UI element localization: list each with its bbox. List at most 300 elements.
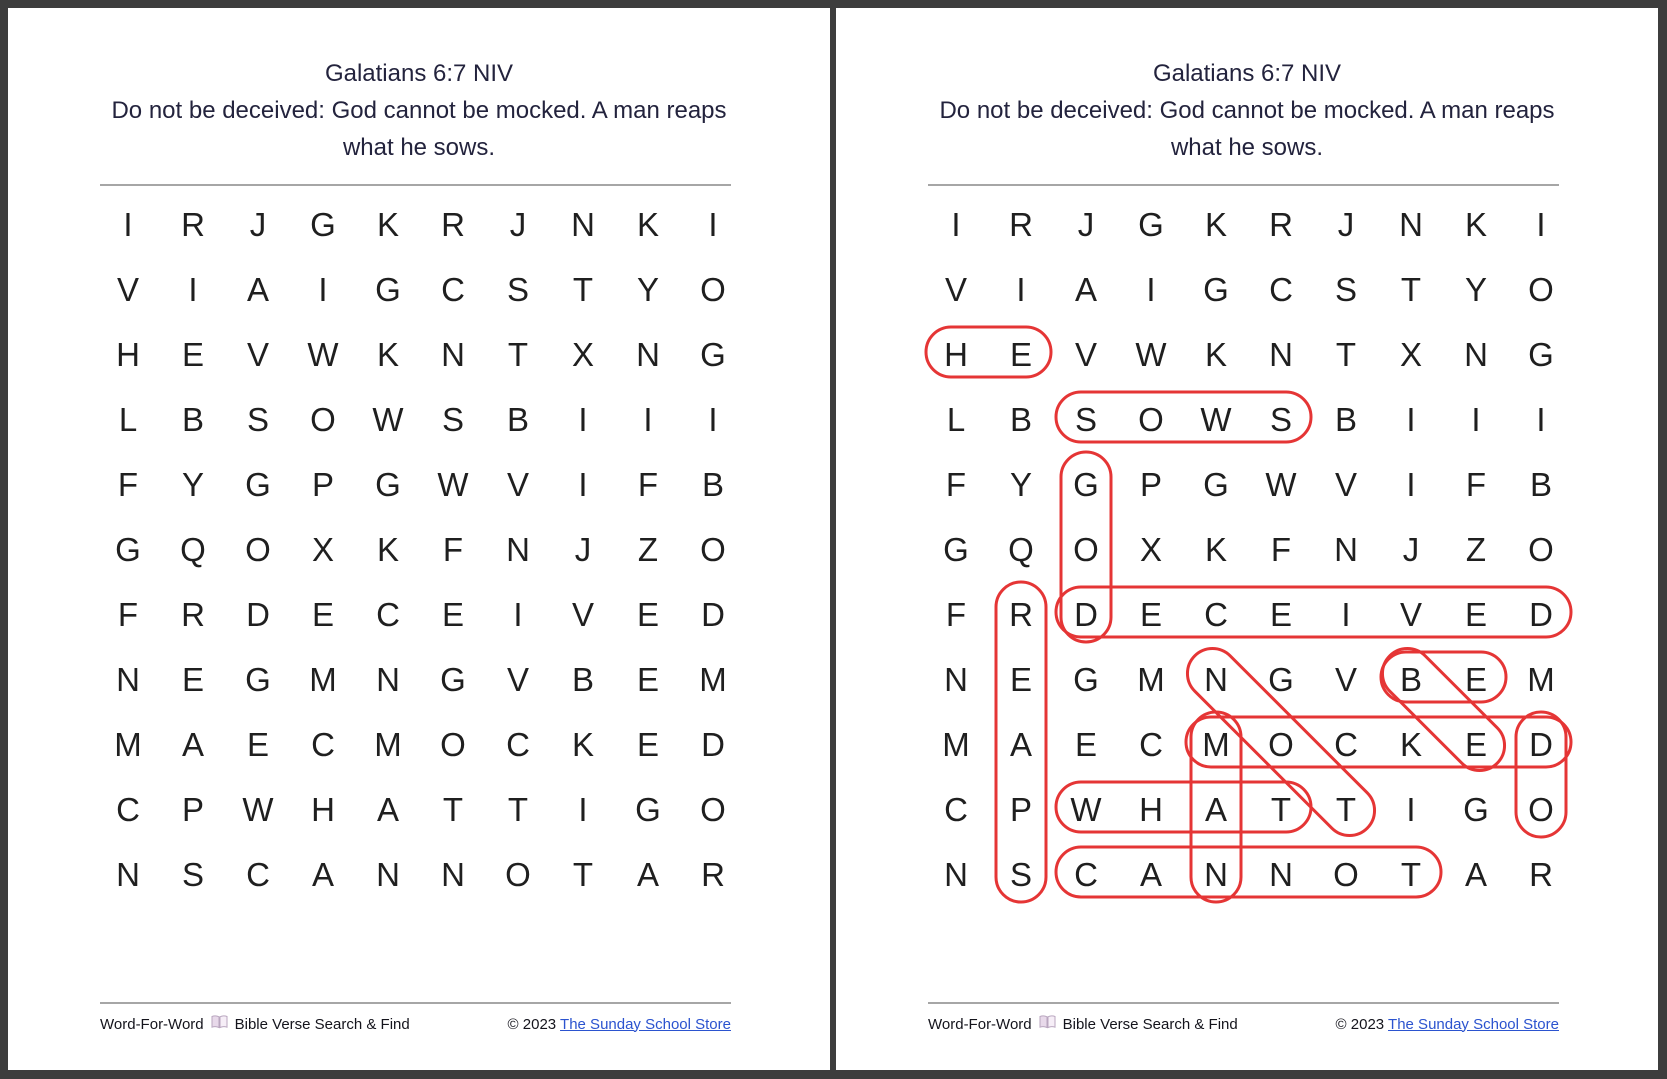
- grid-cell: [1249, 515, 1314, 580]
- grid-cell: [291, 190, 356, 255]
- grid-letter: I: [951, 206, 961, 243]
- grid-cell: [616, 320, 681, 385]
- grid-cell: [226, 385, 291, 450]
- footer: [928, 1004, 1559, 1033]
- footer-divider-line: [100, 1002, 731, 1033]
- grid-cell: [291, 255, 356, 320]
- grid-cell: [1054, 385, 1119, 450]
- grid-cell: [616, 710, 681, 775]
- grid-letter: O: [700, 271, 726, 308]
- grid-letter: K: [376, 206, 399, 243]
- grid-letter: G: [245, 661, 271, 698]
- grid-cell: [161, 775, 226, 840]
- grid-letter: M: [699, 661, 727, 698]
- grid-cell: [291, 385, 356, 450]
- grid-cell: [421, 255, 486, 320]
- grid-cell: [681, 645, 746, 710]
- grid-cell: [356, 580, 421, 645]
- grid-letter: N: [376, 856, 400, 893]
- footer-brand-text-1: Word-For-Word: [100, 1015, 204, 1033]
- grid-letter: O: [310, 401, 336, 438]
- grid-letter: V: [1334, 466, 1357, 503]
- grid-letter: C: [246, 856, 270, 893]
- grid-letter: R: [1009, 206, 1033, 243]
- grid-cell: [1054, 255, 1119, 320]
- grid-cell: [924, 580, 989, 645]
- grid-letter: E: [1139, 596, 1162, 633]
- grid-cell: [161, 190, 226, 255]
- grid-letter: C: [116, 791, 140, 828]
- grid-letter: S: [1269, 401, 1292, 438]
- grid-letter: N: [1464, 336, 1488, 373]
- grid-letter: Q: [1008, 531, 1034, 568]
- grid-cell: [1119, 255, 1184, 320]
- grid-cell: [681, 450, 746, 515]
- grid-letter: X: [1399, 336, 1422, 373]
- grid-letter: N: [506, 531, 530, 568]
- grid-cell: [1314, 580, 1379, 645]
- grid-letter: V: [571, 596, 594, 633]
- grid-letter: X: [571, 336, 594, 373]
- grid-letter: A: [311, 856, 334, 893]
- grid-cell: [989, 775, 1054, 840]
- grid-letter: M: [114, 726, 142, 763]
- grid-cell: [421, 320, 486, 385]
- grid-letter: C: [376, 596, 400, 633]
- grid-letter: P: [1009, 791, 1032, 828]
- grid-letter: I: [1341, 596, 1351, 633]
- grid-cell: [989, 385, 1054, 450]
- grid-cell: [1314, 450, 1379, 515]
- grid-cell: [356, 775, 421, 840]
- grid-cell: [924, 450, 989, 515]
- grid-letter: G: [310, 206, 336, 243]
- grid-cell: [924, 710, 989, 775]
- grid-cell: [989, 320, 1054, 385]
- grid-cell: [1249, 320, 1314, 385]
- grid-letter: B: [1334, 401, 1357, 438]
- grid-letter: H: [944, 336, 968, 373]
- grid-cell: [1444, 775, 1509, 840]
- grid-letter: D: [246, 596, 270, 633]
- grid-cell: [1379, 775, 1444, 840]
- grid-letter: R: [181, 596, 205, 633]
- grid-letter: O: [700, 531, 726, 568]
- grid-letter: W: [1070, 791, 1102, 828]
- grid-cell: [96, 515, 161, 580]
- grid-cell: [1249, 580, 1314, 645]
- grid-cell: [1119, 320, 1184, 385]
- grid-letter: G: [1138, 206, 1164, 243]
- grid-cell: [96, 450, 161, 515]
- grid-cell: [1314, 840, 1379, 905]
- grid-letter: P: [311, 466, 334, 503]
- grid-letter: G: [1073, 466, 1099, 503]
- grid-cell: [96, 320, 161, 385]
- grid-cell: [96, 710, 161, 775]
- grid-letter: I: [513, 596, 523, 633]
- grid-cell: [96, 580, 161, 645]
- grid-letter: H: [1139, 791, 1163, 828]
- grid-letter: O: [1528, 791, 1554, 828]
- grid-letter: G: [635, 791, 661, 828]
- grid-letter: C: [1139, 726, 1163, 763]
- grid-letter: A: [1464, 856, 1487, 893]
- grid-letter: R: [1009, 596, 1033, 633]
- grid-cell: [1119, 710, 1184, 775]
- worksheet-page-solution: [836, 8, 1658, 1070]
- footer-brand-text-2: Bible Verse Search & Find: [234, 1015, 410, 1033]
- grid-cell: [226, 255, 291, 320]
- grid-cell: [1379, 450, 1444, 515]
- grid-cell: [1314, 320, 1379, 385]
- grid-cell: [1509, 645, 1574, 710]
- grid-letter: A: [1074, 271, 1097, 308]
- grid-letter: G: [375, 271, 401, 308]
- grid-letter: N: [944, 661, 968, 698]
- grid-letter: E: [636, 596, 659, 633]
- grid-cell: [356, 710, 421, 775]
- grid-cell: [1119, 450, 1184, 515]
- grid-cell: [989, 840, 1054, 905]
- grid-letter: S: [246, 401, 269, 438]
- grid-cell: [1314, 645, 1379, 710]
- grid-letter: M: [942, 726, 970, 763]
- grid-letter: F: [945, 596, 967, 633]
- grid-cell: [486, 580, 551, 645]
- grid-cell: [1379, 320, 1444, 385]
- grid-cell: [1184, 645, 1249, 710]
- grid-cell: [551, 645, 616, 710]
- grid-letter: T: [507, 791, 529, 828]
- grid-cell: [1184, 190, 1249, 255]
- grid-letter: S: [1074, 401, 1097, 438]
- grid-letter: O: [1268, 726, 1294, 763]
- grid-cell: [421, 840, 486, 905]
- grid-letter: E: [1464, 596, 1487, 633]
- grid-letter: K: [1399, 726, 1422, 763]
- grid-cell: [486, 385, 551, 450]
- grid-cell: [291, 515, 356, 580]
- grid-cell: [1054, 775, 1119, 840]
- grid-cell: [551, 385, 616, 450]
- grid-letter: R: [441, 206, 465, 243]
- grid-letter: V: [1074, 336, 1097, 373]
- grid-letter: A: [636, 856, 659, 893]
- grid-cell: [1379, 645, 1444, 710]
- footer-divider-line: [928, 1002, 1559, 1033]
- grid-letter: X: [1139, 531, 1162, 568]
- grid-cell: [1119, 775, 1184, 840]
- grid-cell: [924, 775, 989, 840]
- grid-letter: G: [115, 531, 141, 568]
- grid-cell: [551, 775, 616, 840]
- grid-letter: D: [701, 726, 725, 763]
- grid-cell: [616, 840, 681, 905]
- grid-letter: V: [246, 336, 269, 373]
- grid-letter: D: [1529, 596, 1553, 633]
- grid-letter: I: [708, 206, 718, 243]
- grid-cell: [356, 385, 421, 450]
- grid-cell: [161, 320, 226, 385]
- grid-letter: K: [636, 206, 659, 243]
- grid-letter: T: [1270, 791, 1292, 828]
- grid-letter: E: [181, 661, 204, 698]
- grid-cell: [161, 450, 226, 515]
- grid-cell: [551, 190, 616, 255]
- grid-cell: [616, 775, 681, 840]
- open-book-icon: [1039, 1015, 1056, 1033]
- grid-cell: [1054, 320, 1119, 385]
- grid-cell: [421, 580, 486, 645]
- grid-letter: S: [181, 856, 204, 893]
- grid-cell: [1509, 580, 1574, 645]
- grid-cell: [291, 580, 356, 645]
- grid-cell: [161, 710, 226, 775]
- grid-letter: G: [1528, 336, 1554, 373]
- grid-letter: T: [1400, 856, 1422, 893]
- grid-letter: T: [572, 271, 594, 308]
- grid-cell: [1119, 645, 1184, 710]
- grid-letter: D: [1529, 726, 1553, 763]
- grid-cell: [1184, 450, 1249, 515]
- grid-letter: V: [506, 466, 529, 503]
- grid-cell: [1509, 840, 1574, 905]
- grid-cell: [1119, 840, 1184, 905]
- grid-letter: T: [1335, 791, 1357, 828]
- grid-letter: N: [636, 336, 660, 373]
- grid-letter: A: [376, 791, 399, 828]
- grid-cell: [1054, 515, 1119, 580]
- verse-line-1: Do not be deceived: God cannot be mocked. A man reaps: [111, 97, 727, 124]
- grid-letter: V: [506, 661, 529, 698]
- grid-letter: G: [1463, 791, 1489, 828]
- grid-letter: Z: [1465, 531, 1487, 568]
- grid-letter: L: [118, 401, 138, 438]
- grid-cell: [1249, 450, 1314, 515]
- grid-cell: [924, 190, 989, 255]
- grid-letter: F: [1465, 466, 1487, 503]
- grid-cell: [291, 710, 356, 775]
- grid-cell: [1509, 190, 1574, 255]
- grid-letter: I: [123, 206, 133, 243]
- grid-letter: O: [505, 856, 531, 893]
- grid-letter: G: [1073, 661, 1099, 698]
- grid-letter: J: [1337, 206, 1355, 243]
- grid-cell: [486, 645, 551, 710]
- grid-cell: [1314, 515, 1379, 580]
- grid-letter: E: [1464, 661, 1487, 698]
- grid-cell: [161, 580, 226, 645]
- grid-cell: [1249, 775, 1314, 840]
- grid-letter: M: [1137, 661, 1165, 698]
- grid-letter: F: [637, 466, 659, 503]
- grid-letter: M: [374, 726, 402, 763]
- grid-letter: N: [116, 661, 140, 698]
- grid-letter: H: [311, 791, 335, 828]
- grid-letter: N: [571, 206, 595, 243]
- grid-cell: [96, 190, 161, 255]
- grid-cell: [356, 645, 421, 710]
- grid-cell: [1184, 385, 1249, 450]
- grid-letter: F: [117, 596, 139, 633]
- grid-letter: C: [1334, 726, 1358, 763]
- grid-cell: [1314, 190, 1379, 255]
- grid-cell: [291, 840, 356, 905]
- grid-cell: [551, 840, 616, 905]
- grid-cell: [356, 320, 421, 385]
- grid-letter: I: [1536, 401, 1546, 438]
- grid-letter: Y: [1009, 466, 1032, 503]
- grid-letter: M: [309, 661, 337, 698]
- grid-letter: S: [441, 401, 464, 438]
- grid-letter: C: [506, 726, 530, 763]
- grid-letter: R: [181, 206, 205, 243]
- grid-letter: A: [1009, 726, 1032, 763]
- grid-letter: C: [311, 726, 335, 763]
- grid-cell: [1379, 840, 1444, 905]
- grid-letter: I: [1406, 466, 1416, 503]
- grid-cell: [1444, 320, 1509, 385]
- sunday-school-store-link[interactable]: The Sunday School Store: [1388, 1015, 1559, 1033]
- grid-cell: [421, 385, 486, 450]
- grid-letter: B: [181, 401, 204, 438]
- grid-cell: [1509, 775, 1574, 840]
- grid-letter: F: [1270, 531, 1292, 568]
- worksheet-page-blank: [8, 8, 830, 1070]
- grid-letter: W: [1200, 401, 1232, 438]
- grid-letter: N: [116, 856, 140, 893]
- grid-cell: [1184, 255, 1249, 320]
- grid-cell: [1184, 775, 1249, 840]
- grid-cell: [226, 320, 291, 385]
- grid-cell: [1444, 515, 1509, 580]
- grid-cell: [551, 255, 616, 320]
- grid-cell: [1249, 255, 1314, 320]
- grid-letter: N: [1204, 661, 1228, 698]
- grid-letter: K: [1204, 336, 1227, 373]
- grid-letter: O: [1073, 531, 1099, 568]
- grid-cell: [616, 450, 681, 515]
- grid-letter: Z: [637, 531, 659, 568]
- grid-cell: [96, 645, 161, 710]
- grid-cell: [1184, 710, 1249, 775]
- grid-letter: C: [1074, 856, 1098, 893]
- grid-cell: [226, 190, 291, 255]
- grid-cell: [96, 255, 161, 320]
- grid-letter: I: [1406, 401, 1416, 438]
- grid-cell: [1249, 710, 1314, 775]
- grid-letter: D: [1074, 596, 1098, 633]
- grid-letter: M: [1527, 661, 1555, 698]
- grid-letter: E: [1074, 726, 1097, 763]
- grid-letter: G: [1268, 661, 1294, 698]
- grid-cell: [161, 515, 226, 580]
- grid-cell: [1444, 580, 1509, 645]
- grid-letter: E: [1269, 596, 1292, 633]
- grid-letter: A: [1204, 791, 1227, 828]
- grid-letter: G: [943, 531, 969, 568]
- grid-letter: A: [246, 271, 269, 308]
- grid-letter: A: [181, 726, 204, 763]
- grid-cell: [681, 775, 746, 840]
- grid-letter: S: [506, 271, 529, 308]
- grid-letter: R: [701, 856, 725, 893]
- grid-letter: B: [1529, 466, 1552, 503]
- grid-cell: [681, 255, 746, 320]
- grid-letter: O: [1528, 271, 1554, 308]
- grid-cell: [1314, 255, 1379, 320]
- grid-letter: K: [376, 336, 399, 373]
- grid-letter: S: [1009, 856, 1032, 893]
- grid-cell: [1379, 255, 1444, 320]
- grid-cell: [1379, 190, 1444, 255]
- grid-cell: [1184, 840, 1249, 905]
- sunday-school-store-link[interactable]: The Sunday School Store: [560, 1015, 731, 1033]
- grid-letter: V: [1399, 596, 1422, 633]
- grid-letter: P: [1139, 466, 1162, 503]
- grid-letter: N: [944, 856, 968, 893]
- grid-cell: [421, 515, 486, 580]
- grid-cell: [96, 840, 161, 905]
- grid-letter: M: [1202, 726, 1230, 763]
- grid-letter: R: [1269, 206, 1293, 243]
- grid-letter: I: [1471, 401, 1481, 438]
- verse-line-2: what he sows.: [342, 134, 496, 161]
- grid-cell: [989, 190, 1054, 255]
- grid-letter: X: [311, 531, 334, 568]
- grid-cell: [486, 710, 551, 775]
- grid-letter: C: [441, 271, 465, 308]
- grid-cell: [486, 840, 551, 905]
- grid-cell: [1379, 515, 1444, 580]
- grid-cell: [616, 190, 681, 255]
- grid-letter: J: [1077, 206, 1095, 243]
- grid-letter: N: [1399, 206, 1423, 243]
- grid-cell: [1054, 190, 1119, 255]
- grid-cell: [1119, 385, 1184, 450]
- grid-letter: V: [1334, 661, 1357, 698]
- grid-letter: W: [1265, 466, 1297, 503]
- grid-letter: V: [944, 271, 967, 308]
- footer-copyright: [1336, 1016, 1559, 1033]
- grid-cell: [681, 515, 746, 580]
- grid-letter: E: [181, 336, 204, 373]
- grid-cell: [356, 840, 421, 905]
- grid-cell: [291, 645, 356, 710]
- grid-letter: O: [245, 531, 271, 568]
- grid-letter: I: [1536, 206, 1546, 243]
- grid-cell: [486, 515, 551, 580]
- grid-letter: I: [1146, 271, 1156, 308]
- grid-cell: [1444, 450, 1509, 515]
- grid-cell: [486, 255, 551, 320]
- grid-cell: [421, 190, 486, 255]
- grid-cell: [486, 450, 551, 515]
- grid-letter: N: [1334, 531, 1358, 568]
- grid-cell: [1509, 515, 1574, 580]
- grid-cell: [551, 320, 616, 385]
- grid-cell: [681, 710, 746, 775]
- grid-cell: [486, 320, 551, 385]
- copyright-year: © 2023: [507, 1015, 557, 1033]
- grid-letter: W: [1135, 336, 1167, 373]
- grid-letter: N: [441, 856, 465, 893]
- grid-letter: I: [318, 271, 328, 308]
- grid-letter: A: [1139, 856, 1162, 893]
- grid-letter: E: [1009, 661, 1032, 698]
- grid-letter: B: [571, 661, 594, 698]
